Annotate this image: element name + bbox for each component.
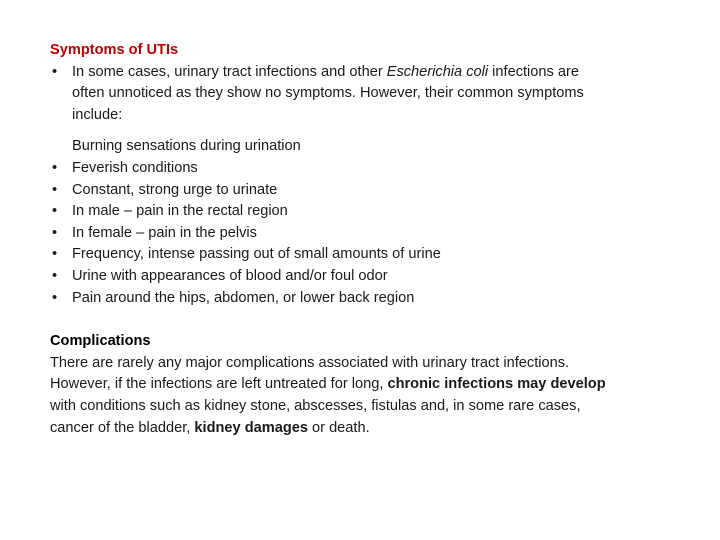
symptom-text: In male – pain in the rectal region: [72, 203, 288, 220]
symptom-text: Constant, strong urge to urinate: [72, 181, 278, 198]
symptom-text: Frequency, intense passing out of small amounts of urine: [72, 246, 441, 263]
symptom-item: [50, 266, 610, 288]
bullet-icon: •: [52, 267, 58, 284]
symptom-text: In female – pain in the pelvis: [72, 224, 257, 241]
slide-content: [50, 40, 610, 439]
complications-text-2: with conditions such as kidney stone, abscesses, fistulas and, in some rare cases, cancer of the bladder,: [50, 397, 581, 436]
complications-bold-kidney: kidney damages: [194, 419, 308, 436]
complications-text-1: There are rarely any major complications associated with urinary tract infections. However, if the infections are left untreated for long,: [50, 354, 570, 393]
symptom-text: Feverish conditions: [72, 159, 198, 176]
symptom-item: [50, 223, 610, 245]
symptom-item: [50, 288, 610, 310]
symptom-text: Urine with appearances of blood and/or foul odor: [72, 267, 388, 284]
symptom-item: [50, 244, 610, 266]
intro-text-part2: infections are often unnoticed as they show no symptoms. However, their common symptoms include:: [72, 63, 584, 123]
bullet-icon: •: [52, 63, 58, 80]
intro-text-part1: In some cases, urinary tract infections and other: [72, 63, 387, 80]
bullet-icon: •: [52, 246, 58, 263]
intro-italic-organism: Escherichia coli: [386, 63, 489, 80]
symptoms-intro-list: [50, 62, 610, 310]
symptom-item: [50, 180, 610, 202]
section-gap: [50, 309, 610, 331]
symptom-item: [50, 201, 610, 223]
symptom-text: Burning sensations during urination: [72, 138, 301, 155]
symptom-text: Pain around the hips, abdomen, or lower back region: [72, 289, 415, 306]
bullet-icon: •: [52, 289, 58, 306]
symptom-item-first: [50, 136, 610, 158]
symptoms-heading: Symptoms of UTIs: [50, 42, 179, 58]
bullet-icon: •: [52, 159, 58, 176]
bullet-icon: •: [52, 203, 58, 220]
complications-paragraph: [50, 353, 610, 439]
complications-heading: Complications: [50, 333, 151, 350]
complications-bold-chronic: chronic infections may develop: [387, 376, 606, 393]
intro-list-item: [50, 62, 610, 127]
bullet-icon: •: [52, 224, 58, 241]
symptom-item: [50, 158, 610, 180]
bullet-icon: •: [52, 181, 58, 198]
complications-text-3: or death.: [307, 419, 370, 436]
